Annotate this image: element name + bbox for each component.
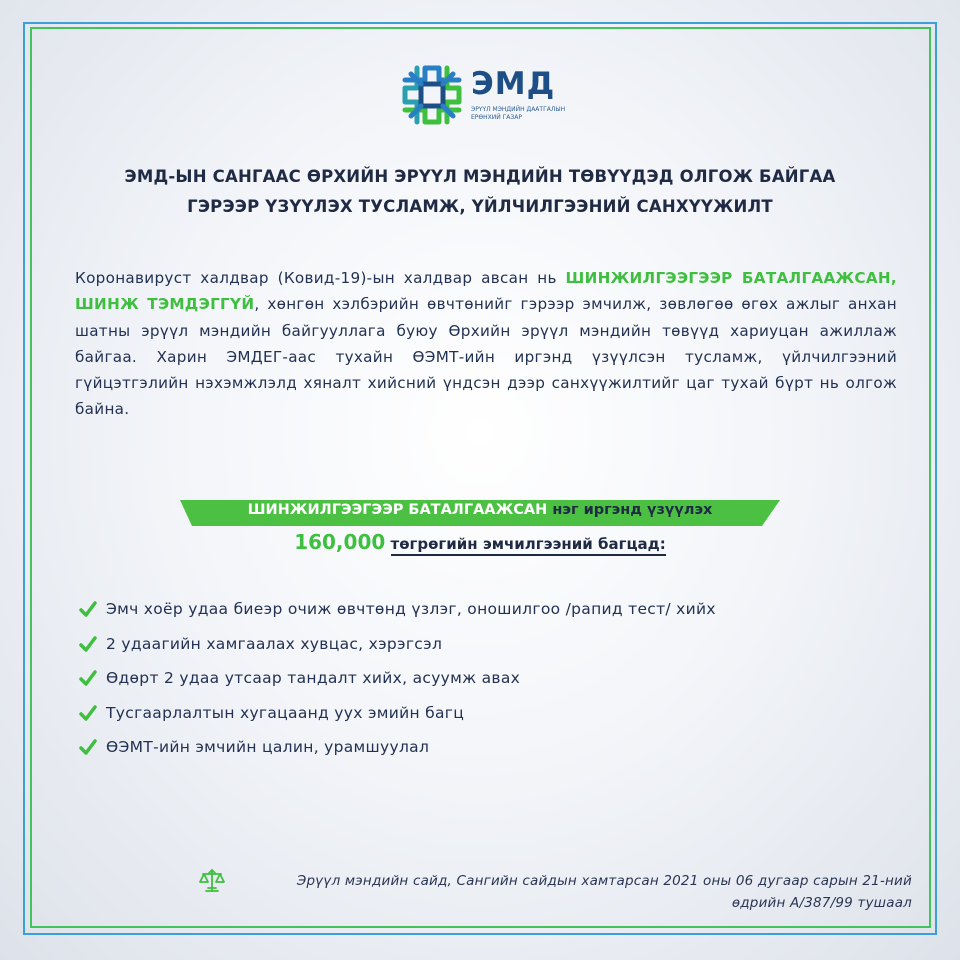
package-amount: 160,000 <box>294 530 386 554</box>
checkmark-icon <box>78 668 98 688</box>
banner-text <box>180 502 780 518</box>
title-line-1: ЭМД-ЫН САНГААС ӨРХИЙН ЭРҮҮЛ МЭНДИЙН ТӨВҮҮДЭД ОЛГОЖ БАЙГАА <box>124 167 836 186</box>
page-title <box>60 162 900 222</box>
package-checklist <box>78 592 898 765</box>
logo-name: ЭМД <box>471 66 556 102</box>
government-scales-icon <box>197 866 227 896</box>
checklist-item-text: Өдөрт 2 удаа утсаар тандалт хийх, асуумж авах <box>106 669 521 688</box>
checklist-item <box>78 661 898 696</box>
footer-line-1: Эрүүл мэндийн сайд, Сангийн сайдын хамтарсан 2021 оны 06 дугаар сарын 21-ний <box>296 873 912 889</box>
banner-rest: нэг иргэнд үзүүлэх <box>547 502 713 518</box>
checklist-item-text: Тусгаарлалтын хугацаанд уух эмийн багц <box>106 703 465 722</box>
checkmark-icon <box>78 703 98 723</box>
checklist-item-text: 2 удаагийн хамгаалах хувцас, хэрэгсэл <box>106 634 443 653</box>
body-paragraph <box>75 265 897 423</box>
checklist-item <box>78 627 898 662</box>
legal-reference-footer <box>236 870 912 914</box>
emd-knot-logo-icon <box>397 60 467 130</box>
checkmark-icon <box>78 737 98 757</box>
package-line <box>180 530 780 554</box>
banner-emphasis: ШИНЖИЛГЭЭГЭЭР БАТАЛГААЖСАН <box>247 502 548 518</box>
title-line-2: ГЭРЭЭР ҮЗҮҮЛЭХ ТУСЛАМЖ, ҮЙЛЧИЛГЭЭНИЙ САНХҮҮЖИЛТ <box>187 197 773 216</box>
emd-logo <box>397 60 567 130</box>
logo-subtitle: ЭРҮҮЛ МЭНДИЙН ДААТГАЛЫН ЕРӨНХИЙ ГАЗАР <box>471 106 566 121</box>
checklist-item <box>78 696 898 731</box>
checklist-item-text: Эмч хоёр удаа биеэр очиж өвчтөнд үзлэг, оношилгоо /рапид тест/ хийх <box>106 600 716 619</box>
checklist-item-text: ӨЭМТ-ийн эмчийн цалин, урамшуулал <box>106 738 430 757</box>
footer-line-2: өдрийн А/387/99 тушаал <box>731 895 912 911</box>
checklist-item <box>78 730 898 765</box>
checkmark-icon <box>78 634 98 654</box>
body-highlight: ШИНЖИЛГЭЭГЭЭР БАТАЛГААЖСАН, ШИНЖ ТЭМДЭГГҮЙ <box>75 269 898 314</box>
checklist-item <box>78 592 898 627</box>
body-text-part-2: , хөнгөн хэлбэрийн өвчтөнийг гэрээр эмчилж, зөвлөгөө өгөх ажлыг анхан шатны эрүүл мэндийн байгууллага буюу Өрхийн эрүүл мэндийн төвүүд хариуцан ажиллаж байгаа. Харин ЭМДЕГ-аас тухайн ӨЭМТ-ийн иргэнд үзүүлсэн тусламж, үйлчилгээний гүйцэтгэлийн нэхэмжлэлд хяналт хийсний үндсэн дээр санхүүжилтийг цаг тухай бүрт нь олгож байна. <box>75 295 897 419</box>
package-label: төгрөгийн эмчилгээний багцад: <box>391 535 666 556</box>
checkmark-icon <box>78 599 98 619</box>
body-text-part-1: Коронавируст халдвар (Ковид-19)-ын халдвар авсан нь <box>75 269 566 287</box>
